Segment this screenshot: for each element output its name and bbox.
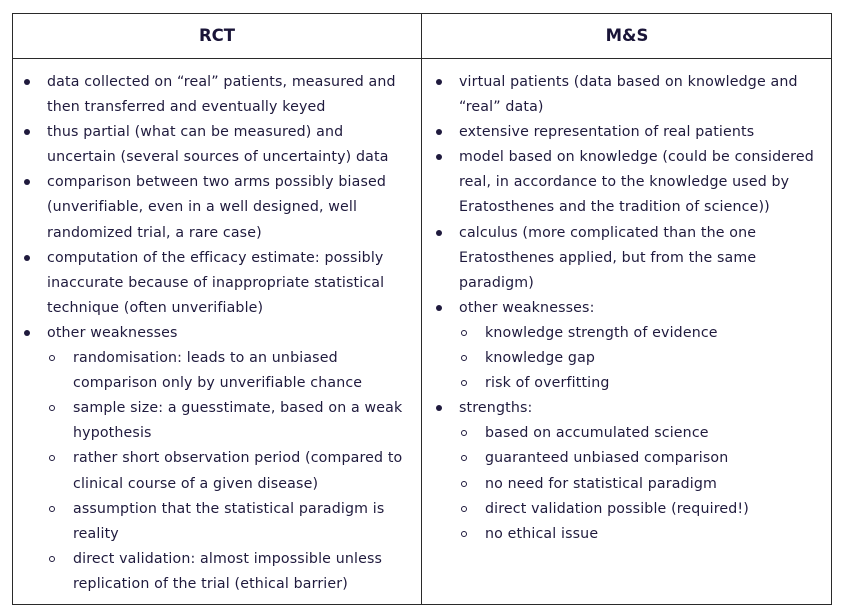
ms-strengths-label: strengths: bbox=[459, 400, 533, 417]
rct-weaknesses-sublist bbox=[47, 346, 413, 597]
rct-item-efficacy-estimate: computation of the efficacy estimate: possibly inaccurate because of inappropriate statistical technique (often unverifiable) bbox=[21, 246, 413, 321]
ms-list bbox=[433, 70, 825, 547]
rct-weakness-observation-period: rather short observation period (compared to clinical course of a given disease) bbox=[47, 446, 413, 496]
ms-item-representation: extensive representation of real patients bbox=[433, 120, 825, 145]
rct-item-comparison-biased: comparison between two arms possibly biased (unverifiable, even in a well designed, well randomized trial, a rare case) bbox=[21, 170, 413, 245]
ms-strength-unbiased-comparison: guaranteed unbiased comparison bbox=[459, 446, 825, 471]
ms-other-weaknesses-label: other weaknesses: bbox=[459, 299, 595, 316]
rct-weakness-sample-size: sample size: a guesstimate, based on a weak hypothesis bbox=[47, 396, 413, 446]
rct-weakness-statistical-paradigm: assumption that the statistical paradigm is reality bbox=[47, 497, 413, 547]
header-divider bbox=[13, 58, 831, 59]
ms-strength-no-ethical-issue: no ethical issue bbox=[459, 522, 825, 547]
ms-strength-no-statistical-paradigm: no need for statistical paradigm bbox=[459, 472, 825, 497]
rct-weakness-randomisation: randomisation: leads to an unbiased comparison only by unverifiable chance bbox=[47, 346, 413, 396]
ms-item-strengths bbox=[433, 396, 825, 547]
rct-list bbox=[21, 70, 413, 597]
ms-item-model-knowledge: model based on knowledge (could be considered real, in accordance to the knowledge used by Eratosthenes and the tradition of science)) bbox=[433, 145, 825, 220]
rct-other-weaknesses-label: other weaknesses bbox=[47, 324, 178, 341]
ms-strengths-sublist bbox=[459, 421, 825, 546]
comparison-table bbox=[12, 13, 832, 605]
ms-weaknesses-sublist bbox=[459, 321, 825, 396]
ms-item-virtual-patients: virtual patients (data based on knowledge and “real” data) bbox=[433, 70, 825, 120]
ms-strength-accumulated-science: based on accumulated science bbox=[459, 421, 825, 446]
column-divider bbox=[421, 14, 422, 604]
rct-item-other-weaknesses bbox=[21, 321, 413, 597]
rct-item-partial-data: thus partial (what can be measured) and uncertain (several sources of uncertainty) data bbox=[21, 120, 413, 170]
rct-weakness-direct-validation: direct validation: almost impossible unless replication of the trial (ethical barrier) bbox=[47, 547, 413, 597]
ms-item-calculus: calculus (more complicated than the one Eratosthenes applied, but from the same paradigm) bbox=[433, 221, 825, 296]
rct-item-data-collected: data collected on “real” patients, measured and then transferred and eventually keyed bbox=[21, 70, 413, 120]
header-ms: M&S bbox=[605, 26, 649, 45]
ms-item-other-weaknesses bbox=[433, 296, 825, 396]
ms-weakness-overfitting: risk of overfitting bbox=[459, 371, 825, 396]
ms-strength-direct-validation: direct validation possible (required!) bbox=[459, 497, 825, 522]
ms-weakness-knowledge-gap: knowledge gap bbox=[459, 346, 825, 371]
header-rct: RCT bbox=[198, 26, 236, 45]
ms-weakness-evidence: knowledge strength of evidence bbox=[459, 321, 825, 346]
